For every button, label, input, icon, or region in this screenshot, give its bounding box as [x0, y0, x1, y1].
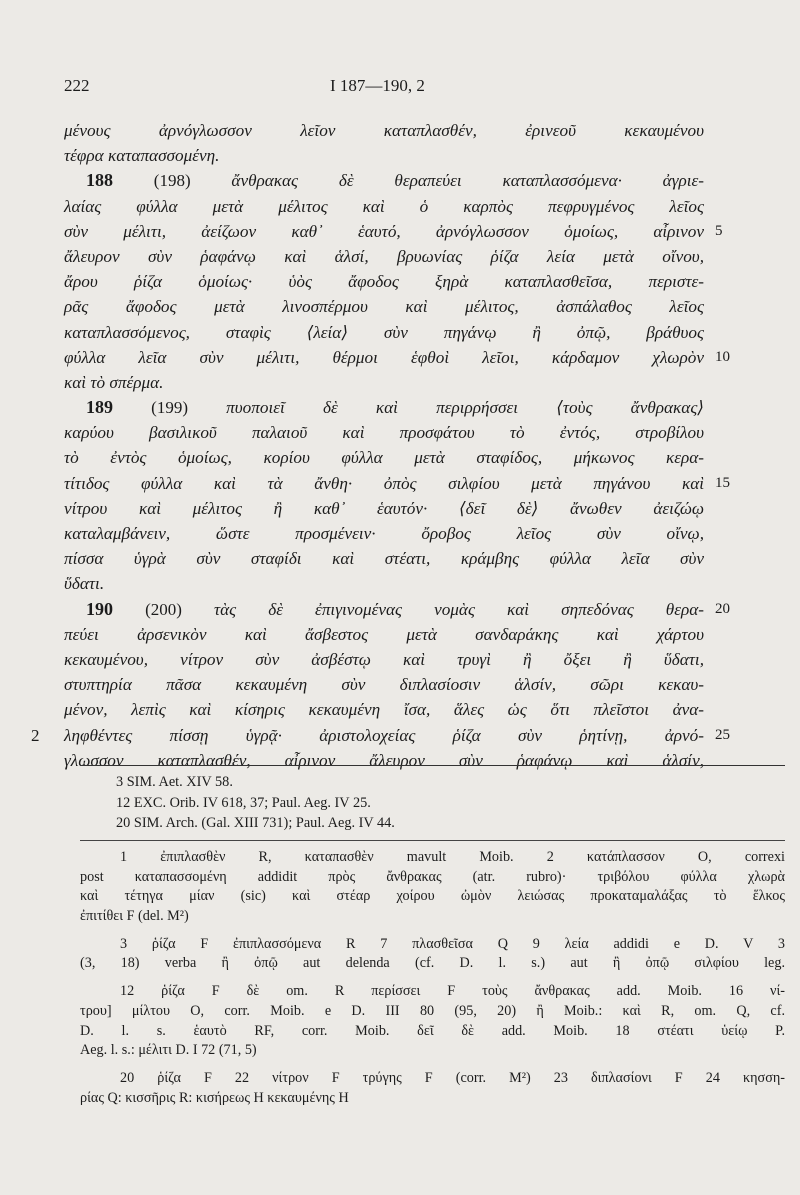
apparatus-line [80, 935, 785, 955]
line-number: 20 [715, 600, 730, 617]
line-content: καὶ τὸ σπέρμα. [64, 372, 164, 392]
text-line [64, 143, 704, 168]
line-content: φύλλα λεῖα σὺν μέλιτι, θέρμοι ἑφθοὶ λεῖοι, κάρδαμον χλωρὸν [64, 347, 704, 367]
line-text [64, 574, 104, 593]
line-content: νίτρου καὶ μέλιτος ἢ καθ᾽ ἑαυτόν· ⟨δεῖ δὲ⟩ ἄνωθεν ἀειζώῳ [64, 498, 704, 518]
line-content: τὸ ἐντὸς ὁμοίως, κορίου φύλλα μετὰ σταφίδος, μήκωνος κερα- [64, 448, 704, 468]
text-line [64, 546, 704, 571]
apparatus-rule [80, 765, 785, 766]
text-line [64, 219, 723, 244]
line-text [64, 723, 704, 748]
apparatus-line [80, 848, 785, 868]
apparatus-line [80, 887, 785, 907]
line-text [64, 269, 704, 294]
critical-apparatus [80, 848, 785, 1108]
line-text [64, 168, 704, 193]
line-text [64, 395, 704, 420]
apparatus-line [80, 982, 785, 1002]
margin-section-number: 2 [31, 725, 40, 745]
line-content: πεύει ἀρσενικὸν καὶ ἄσβεστος μετὰ σανδαράκης καὶ χάρτου [64, 624, 704, 644]
line-content: τέφρα καταπασσομένη. [64, 146, 220, 166]
line-content: ὕδατι. [64, 574, 105, 594]
line-text [64, 496, 704, 521]
text-line [64, 496, 704, 521]
line-text [64, 345, 704, 370]
page-number: 222 [64, 76, 90, 95]
apparatus-text: καὶ τέτηγα μίαν (sic) καὶ στέαρ χοίρου ὠμὸν λειώσας προκαταμαλάξας τὸ ἕλκος [80, 888, 785, 905]
testimonia [116, 772, 716, 834]
line-number: 10 [715, 348, 730, 365]
apparatus-line [80, 868, 785, 888]
line-number: 15 [715, 474, 730, 491]
text-line [64, 194, 704, 219]
section-number: 190 [86, 598, 113, 619]
line-content: καρύου βασιλικοῦ παλαιοῦ καὶ προσφάτου τὸ ἐντός, στροβίλου [64, 423, 704, 443]
testimonium-line: 3 SIM. Aet. XIV 58. [116, 774, 233, 790]
text-line [64, 320, 704, 345]
testimonium-line: 20 SIM. Arch. (Gal. XIII 731); Paul. Aeg. IV 44. [116, 815, 395, 831]
apparatus-text: 12 ῥίζα F δὲ om. R περίσσει F τοὺς ἄνθρακας add. Moib. 16 νί- [120, 983, 785, 1000]
apparatus-text: ρίας Q: κισσῆρις R: κισήρεως H κεκαυμένης H [80, 1089, 349, 1106]
line-text [64, 194, 704, 219]
line-content: ἄρου ῥίζα ὁμοίως· ὑὸς ἄφοδος ξηρὰ καταπλασθεῖσα, περιστε- [64, 272, 704, 292]
line-text [64, 471, 704, 496]
section-subnumber: (198) [153, 171, 191, 191]
apparatus-text: 3 ῥίζα F ἐπιπλασσόμενα R 7 πλασθεῖσα Q 9 λεία addidi e D. V 3 [120, 935, 785, 952]
line-content: κεκαυμένου, νίτρον σὺν ἀσβέστῳ καὶ τρυγὶ ἢ ὄξει ἢ ὕδατι, [64, 649, 704, 669]
line-text [64, 597, 704, 622]
line-content: πίσσα ὑγρὰ σὺν σταφίδι καὶ στέατι, κράμβης φύλλα λεῖα σὺν [64, 549, 704, 569]
text-line [64, 697, 704, 722]
apparatus-text: (3, 18) verba ἢ ὀπῷ aut delenda (cf. D. l. s.) aut ἢ ὀπῷ σιλφίου leg. [80, 955, 785, 972]
text-line [31, 723, 730, 748]
text-line [64, 622, 704, 647]
line-text [64, 219, 704, 244]
apparatus-text: D. l. s. ἑαυτὸ RF, corr. Moib. δεῖ δὲ add. Moib. 18 στέατι ὑείῳ P. [80, 1022, 785, 1039]
text-line [64, 521, 704, 546]
line-text [64, 420, 704, 445]
line-text [64, 672, 704, 697]
text-line [64, 168, 704, 193]
line-text [64, 445, 704, 470]
line-content: τίτιδος φύλλα καὶ τὰ ἄνθη· ὀπὸς σιλφίου μετὰ πηγάνου καὶ [64, 473, 704, 493]
line-content: μένον, λεπὶς καὶ κίσηρις κεκαυμένη ἴσα, ἅλες ὡς ὅτι πλεῖστοι ἀνα- [64, 700, 704, 720]
apparatus-line [80, 1002, 785, 1022]
line-text [64, 622, 704, 647]
text-line [64, 345, 730, 370]
line-content: λαίας φύλλα μετὰ μέλιτος καὶ ὁ καρπὸς πεφρυγμένος λεῖος [64, 196, 704, 216]
apparatus-line [80, 907, 785, 927]
testimonium-line: 12 EXC. Orib. IV 618, 37; Paul. Aeg. IV 25. [116, 794, 371, 811]
line-text [64, 373, 163, 392]
text-line [64, 672, 704, 697]
line-content: σὺν μέλιτι, ἀείζωον καθ᾽ ἑαυτό, ἀρνόγλωσσον ὁμοίως, αἶρινον [64, 221, 704, 241]
line-content: ληφθέντες πίσσῃ ὑγρᾷ· ἀριστολοχείας ῥίζα σὺν ῥητίνῃ, ἀρνό- [64, 725, 704, 745]
text-line [64, 395, 704, 420]
apparatus-text: post καταπασσομένη addidit πρὸς ἄνθρακας (atr. rubro)· τριβόλου φύλλα χλωρὰ [80, 868, 785, 885]
apparatus-line [80, 1089, 785, 1109]
page-header [64, 76, 714, 100]
apparatus-line [80, 1069, 785, 1089]
line-content: πυοποιεῖ δὲ καὶ περιρρήσσει ⟨τοὺς ἄνθρακας⟩ [226, 398, 705, 418]
line-content: ρᾶς ἄφοδος μετὰ λινοσπέρμου καὶ μέλιτος, ἀσπάλαθος λεῖος [64, 297, 704, 317]
section-number: 189 [86, 397, 113, 418]
line-number: 25 [715, 726, 730, 743]
line-text [64, 244, 704, 269]
text-line [64, 244, 704, 269]
text-line [64, 420, 704, 445]
line-content: καταπλασσόμενος, σταφὶς ⟨λεία⟩ σὺν πηγάνῳ ἢ ὀπῷ, βράθυος [64, 322, 704, 342]
line-content: τὰς δὲ ἐπιγινομένας νομὰς καὶ σηπεδόνας θερα- [213, 599, 704, 619]
line-text [64, 521, 704, 546]
line-text [64, 118, 704, 143]
text-line [64, 445, 704, 470]
section-subnumber: (200) [145, 599, 182, 619]
line-content: ἄλευρον σὺν ῥαφάνῳ καὶ ἁλσί, βρυωνίας ῥίζα λεία μετὰ οἴνου, [64, 246, 704, 266]
line-text [64, 647, 704, 672]
line-text [64, 546, 704, 571]
testimonia-rule [80, 840, 785, 841]
text-line [64, 118, 704, 143]
line-content: μένους ἀρνόγλωσσον λεῖον καταπλασθέν, ἐρινεοῦ κεκαυμένου [64, 121, 704, 140]
line-number: 5 [715, 222, 723, 239]
line-text [64, 320, 704, 345]
main-text [31, 118, 730, 773]
text-line [64, 597, 730, 622]
running-head: I 187—190, 2 [330, 76, 425, 95]
line-text [64, 146, 219, 165]
text-line [64, 370, 704, 395]
apparatus-text: 20 ῥίζα F 22 νίτρον F τρύγης F (corr. M²) 23 διπλασίονι F 24 κησση- [120, 1069, 785, 1086]
apparatus-line [80, 954, 785, 974]
line-text [64, 294, 704, 319]
text-line [64, 294, 704, 319]
section-subnumber: (199) [151, 398, 188, 418]
line-text [64, 697, 704, 722]
line-content: στυπτηρία πᾶσα κεκαυμένη σὺν διπλασίοσιν ἁλσίν, σῶρι κεκαυ- [64, 675, 704, 695]
text-line [64, 647, 704, 672]
line-text [64, 748, 704, 773]
text-line [64, 748, 704, 773]
section-number: 188 [86, 170, 113, 191]
apparatus-text: ἐπιτίθει F (del. M²) [80, 908, 189, 925]
line-content: γλωσσον καταπλασθέν, αἶρινον ἄλευρον σὺν ῥαφάνῳ καὶ ἁλσίν, [64, 750, 704, 770]
line-content: καταλαμβάνειν, ὥστε προσμένειν· ὄροβος λεῖος σὺν οἴνῳ, [64, 524, 704, 543]
line-content: ἄνθρακας δὲ θεραπεύει καταπλασσόμενα· ἀγριε- [231, 171, 704, 191]
apparatus-text: 1 ἐπιπλασθὲν R, καταπασθὲν mavult Moib. 2 κατάπλασσον O, correxi [120, 849, 785, 865]
apparatus-text: Aeg. l. s.: μέλιτι D. I 72 (71, 5) [80, 1042, 257, 1059]
apparatus-text: τρου] μίλτου O, corr. Moib. e D. III 80 (95, 20) ἢ Moib.: καὶ R, om. Q, cf. [80, 1002, 785, 1019]
text-line [64, 571, 704, 596]
apparatus-line [80, 1041, 785, 1061]
text-line [64, 471, 730, 496]
apparatus-line [80, 1022, 785, 1042]
text-line [64, 269, 704, 294]
